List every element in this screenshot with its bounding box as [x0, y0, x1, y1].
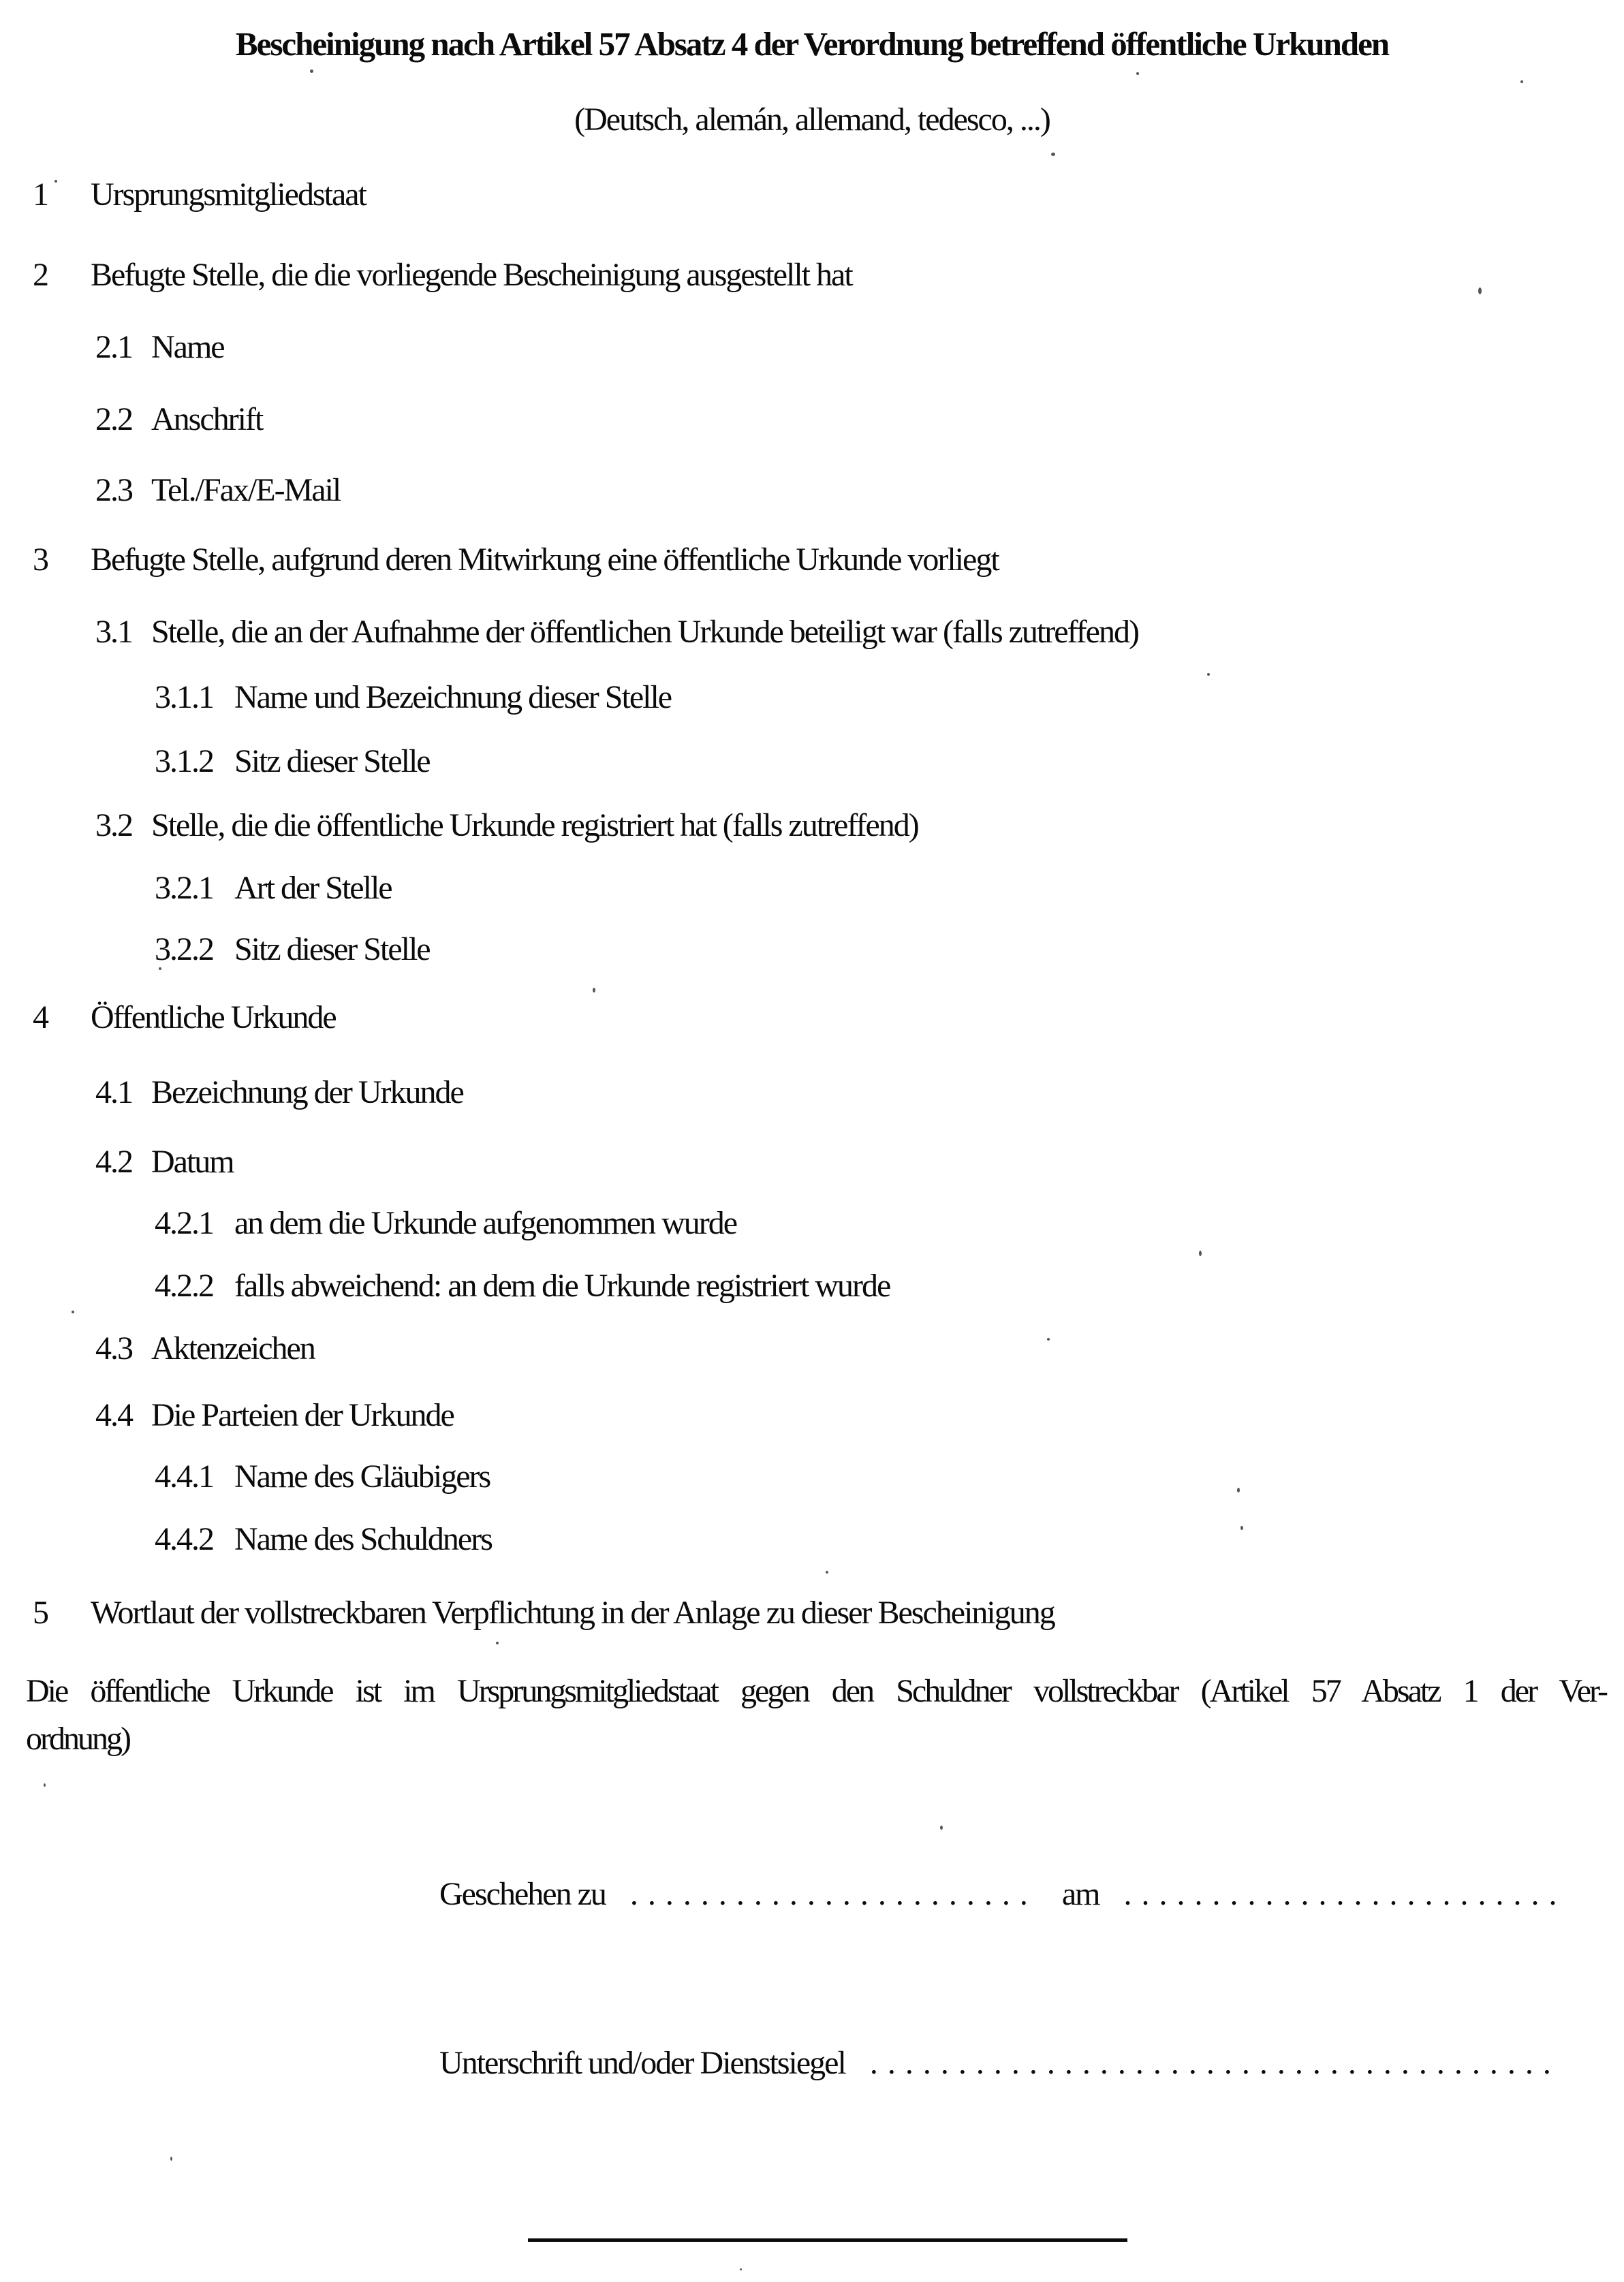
- scan-speck: [1047, 1338, 1050, 1341]
- item-number: 3.1.2: [155, 743, 213, 779]
- scan-speck: [170, 2157, 172, 2161]
- item-label: falls abweichend: an dem die Urkunde registriert wurde: [234, 1268, 890, 1304]
- form-item-4: [33, 999, 336, 1036]
- form-item-3-1-1: [155, 678, 671, 716]
- item-label: an dem die Urkunde aufgenommen wurde: [234, 1205, 737, 1241]
- item-number: 5: [33, 1595, 48, 1631]
- form-item-2: [33, 256, 852, 294]
- signature-row: [439, 2044, 1561, 2082]
- scan-speck: [593, 988, 595, 992]
- item-number: 4.1: [95, 1074, 132, 1110]
- item-label: Name des Schuldners: [234, 1521, 492, 1557]
- form-item-2-2: [95, 401, 262, 438]
- item-number: 2.2: [95, 401, 132, 437]
- scan-speck: [44, 1783, 46, 1787]
- form-item-4-1: [95, 1074, 463, 1111]
- scan-speck: [54, 180, 57, 183]
- item-number: 4.4.1: [155, 1458, 213, 1495]
- scan-speck: [1207, 673, 1210, 676]
- date-fill-in-line: .........................: [1123, 1876, 1567, 1912]
- form-item-4-4-2: [155, 1520, 492, 1558]
- item-label: Öffentliche Urkunde: [91, 999, 336, 1035]
- form-item-4-3: [95, 1330, 315, 1367]
- item-label: Bezeichnung der Urkunde: [151, 1074, 463, 1110]
- item-label: Befugte Stelle, die die vorliegende Bescheinigung ausgestellt hat: [91, 257, 852, 293]
- item-number: 3.1.1: [155, 679, 213, 715]
- form-item-5: [33, 1594, 1055, 1631]
- scan-speck: [310, 69, 313, 73]
- item-label: Befugte Stelle, aufgrund deren Mitwirkung eine öffentliche Urkunde vorliegt: [91, 542, 999, 578]
- form-item-4-2-2: [155, 1267, 890, 1304]
- form-item-1: [33, 176, 366, 213]
- item-label: Aktenzeichen: [151, 1330, 315, 1366]
- footnote-separator-rule: [528, 2238, 1127, 2242]
- document-title: Bescheinigung nach Artikel 57 Absatz 4 der Verordnung betreffend öffentliche Urkunden: [235, 25, 1389, 63]
- item-number: 2.1: [95, 329, 132, 365]
- item-label: Sitz dieser Stelle: [234, 743, 430, 779]
- form-item-4-2: [95, 1143, 234, 1181]
- item-label: Name und Bezeichnung dieser Stelle: [234, 679, 672, 715]
- item-label: Name des Gläubigers: [234, 1458, 490, 1495]
- scan-speck: [1136, 72, 1139, 75]
- item-label: Sitz dieser Stelle: [234, 931, 430, 967]
- item-number: 4.4.2: [155, 1521, 213, 1557]
- enforceability-note-line1: Die öffentliche Urkunde ist im Ursprungsmitgliedstaat gegen den Schuldner vollstreckbar (Artikel 57 Absatz 1 der Ver-: [26, 1673, 1606, 1709]
- item-label: Anschrift: [151, 401, 263, 437]
- item-number: 2.3: [95, 472, 132, 508]
- item-number: 4.3: [95, 1330, 132, 1366]
- item-number: 4.4: [95, 1397, 132, 1433]
- item-label: Ursprungsmitgliedstaat: [91, 176, 366, 213]
- form-item-3-2-2: [155, 931, 430, 968]
- scan-speck: [1051, 153, 1055, 156]
- place-label: Geschehen zu: [439, 1876, 606, 1912]
- form-item-3: [33, 541, 999, 578]
- form-item-4-4-1: [155, 1458, 490, 1495]
- item-label: Datum: [151, 1144, 234, 1180]
- item-label: Tel./Fax/E-Mail: [151, 472, 341, 508]
- signature-fill-in-line: .......................................: [869, 2045, 1561, 2081]
- form-item-3-1: [95, 613, 1138, 651]
- scan-speck: [940, 1826, 943, 1830]
- item-number: 3: [33, 542, 48, 578]
- item-label: Stelle, die an der Aufnahme der öffentlichen Urkunde beteiligt war (falls zutreffend): [151, 614, 1138, 650]
- place-fill-in-line: .......................: [629, 1876, 1037, 1912]
- form-item-4-2-1: [155, 1204, 736, 1242]
- scan-speck: [159, 967, 161, 970]
- item-label: Die Parteien der Urkunde: [151, 1397, 454, 1433]
- form-item-3-2-1: [155, 869, 392, 907]
- item-number: 1: [33, 176, 48, 213]
- scan-speck: [740, 2268, 742, 2270]
- item-number: 2: [33, 257, 48, 293]
- item-number: 4: [33, 999, 48, 1035]
- document-language-subtitle: (Deutsch, alemán, allemand, tedesco, ...): [574, 101, 1050, 138]
- item-number: 3.2.1: [155, 870, 213, 906]
- form-item-2-3: [95, 471, 340, 509]
- item-label: Stelle, die die öffentliche Urkunde registriert hat (falls zutreffend): [151, 807, 918, 843]
- scan-speck: [826, 1571, 828, 1574]
- item-number: 4.2: [95, 1144, 132, 1180]
- item-label: Name: [151, 329, 224, 365]
- item-label: Wortlaut der vollstreckbaren Verpflichtung in der Anlage zu dieser Bescheinigung: [91, 1595, 1055, 1631]
- scan-speck: [1199, 1251, 1202, 1256]
- item-number: 3.2.2: [155, 931, 213, 967]
- scan-speck: [1478, 287, 1482, 294]
- execution-place-date-row: [439, 1875, 1567, 1913]
- signature-label: Unterschrift und/oder Dienstsiegel: [439, 2045, 845, 2081]
- item-number: 3.2: [95, 807, 132, 843]
- enforceability-note-line2: ordnung): [26, 1721, 129, 1757]
- scan-speck: [1237, 1488, 1240, 1492]
- item-label: Art der Stelle: [234, 870, 392, 906]
- scan-speck: [1520, 80, 1523, 83]
- item-number: 4.2.1: [155, 1205, 213, 1241]
- enforceability-note: [26, 1668, 1606, 1763]
- form-item-3-2: [95, 807, 918, 844]
- form-item-3-1-2: [155, 743, 430, 780]
- scan-speck: [496, 1642, 499, 1644]
- date-label: am: [1061, 1876, 1099, 1912]
- scan-speck: [72, 1311, 74, 1313]
- item-number: 3.1: [95, 614, 132, 650]
- form-item-2-1: [95, 328, 224, 366]
- scan-speck: [1240, 1526, 1243, 1530]
- item-number: 4.2.2: [155, 1268, 213, 1304]
- form-item-4-4: [95, 1396, 454, 1434]
